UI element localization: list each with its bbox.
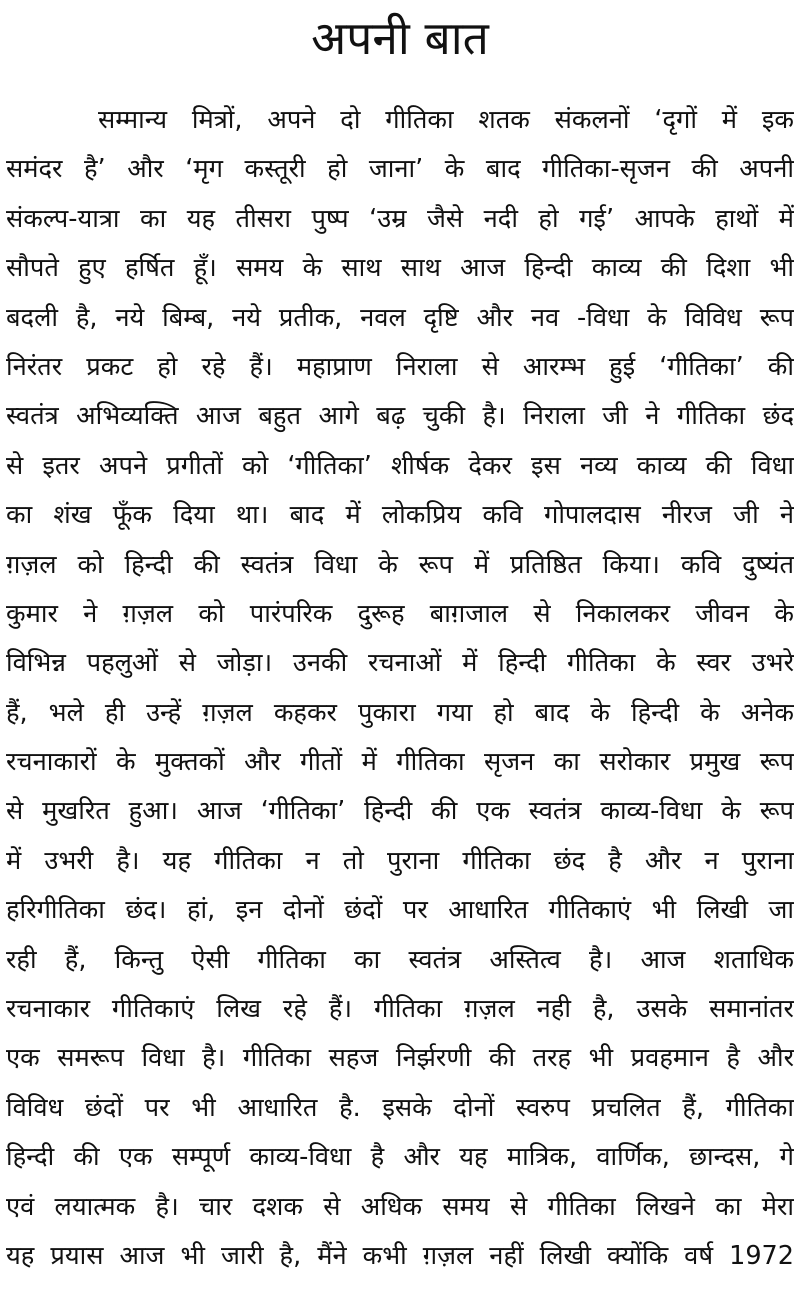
text-line: सम्मान्य मित्रों, अपने दो गीतिका शतक संकलनों ‘दृगों में इक: [98, 105, 794, 135]
text-line: समंदर है’ और ‘मृग कस्तूरी हो जाना’ के बाद गीतिका-सृजन की अपनी: [6, 154, 794, 185]
text-line: स्वतंत्र अभिव्यक्ति आज बहुत आगे बढ़ चुकी है। निराला जी ने गीतिका छंद: [6, 401, 794, 432]
text-line: एवं लयात्मक है। चार दशक से अधिक समय से गीतिका लिखने का मेरा: [6, 1191, 794, 1222]
text-line: में उभरी है। यह गीतिका न तो पुराना गीतिका छंद है और न पुराना: [6, 845, 794, 876]
text-line: एक समरूप विधा है। गीतिका सहज निर्झरणी की तरह भी प्रवहमान है और: [6, 1043, 794, 1074]
text-line: यह प्रयास आज भी जारी है, मैंने कभी ग़ज़ल नहीं लिखी क्योंकि वर्ष 1972: [6, 1240, 794, 1271]
text-line: का शंख फूँक दिया था। बाद में लोकप्रिय कवि गोपालदास नीरज जी ने: [6, 500, 794, 531]
page-title: अपनी बात: [311, 11, 489, 65]
text-line: हैं, भले ही उन्हें ग़ज़ल कहकर पुकारा गया हो बाद के हिन्दी के अनेक: [6, 697, 794, 728]
body-paragraph: [6, 96, 794, 1281]
text-line: रचनाकारों के मुक्तकों और गीतों में गीतिका सृजन का सरोकार प्रमुख रूप: [6, 747, 794, 778]
text-line: विभिन्न पहलुओं से जोड़ा। उनकी रचनाओं में हिन्दी गीतिका के स्वर उभरे: [6, 648, 794, 679]
text-line: विविध छंदों पर भी आधारित है. इसके दोनों स्वरुप प्रचलित हैं, गीतिका: [6, 1092, 794, 1123]
text-line: संकल्प-यात्रा का यह तीसरा पुष्प ‘उम्र जैसे नदी हो गई’ आपके हाथों में: [6, 203, 794, 234]
text-line: निरंतर प्रकट हो रहे हैं। महाप्राण निराला से आरम्भ हुई ‘गीतिका’ की: [6, 351, 794, 382]
text-line: से मुखरित हुआ। आज ‘गीतिका’ हिन्दी की एक स्वतंत्र काव्य-विधा के रूप: [6, 796, 794, 827]
text-line: रचनाकार गीतिकाएं लिख रहे हैं। गीतिका ग़ज़ल नही है, उसके समानांतर: [6, 994, 794, 1025]
text-line: रही हैं, किन्तु ऐसी गीतिका का स्वतंत्र अस्तित्व है। आज शताधिक: [6, 944, 794, 975]
text-line: कुमार ने ग़ज़ल को पारंपरिक दुरूह बाग़जाल से निकालकर जीवन के: [6, 598, 794, 629]
text-line: हरिगीतिका छंद। हां, इन दोनों छंदों पर आधारित गीतिकाएं भी लिखी जा: [6, 895, 794, 926]
text-line: हिन्दी की एक सम्पूर्ण काव्य-विधा है और यह मात्रिक, वार्णिक, छान्दस, गे: [6, 1142, 794, 1173]
text-line: ग़ज़ल को हिन्दी की स्वतंत्र विधा के रूप में प्रतिष्ठित किया। कवि दुष्यंत: [6, 549, 794, 580]
text-line: से इतर अपने प्रगीतों को ‘गीतिका’ शीर्षक देकर इस नव्य काव्य की विधा: [6, 450, 794, 481]
text-line: बदली है, नये बिम्ब, नये प्रतीक, नवल दृष्टि और नव -विधा के विविध रूप: [6, 302, 794, 333]
text-line: सौपते हुए हर्षित हूँ। समय के साथ साथ आज हिन्दी काव्य की दिशा भी: [6, 253, 794, 284]
